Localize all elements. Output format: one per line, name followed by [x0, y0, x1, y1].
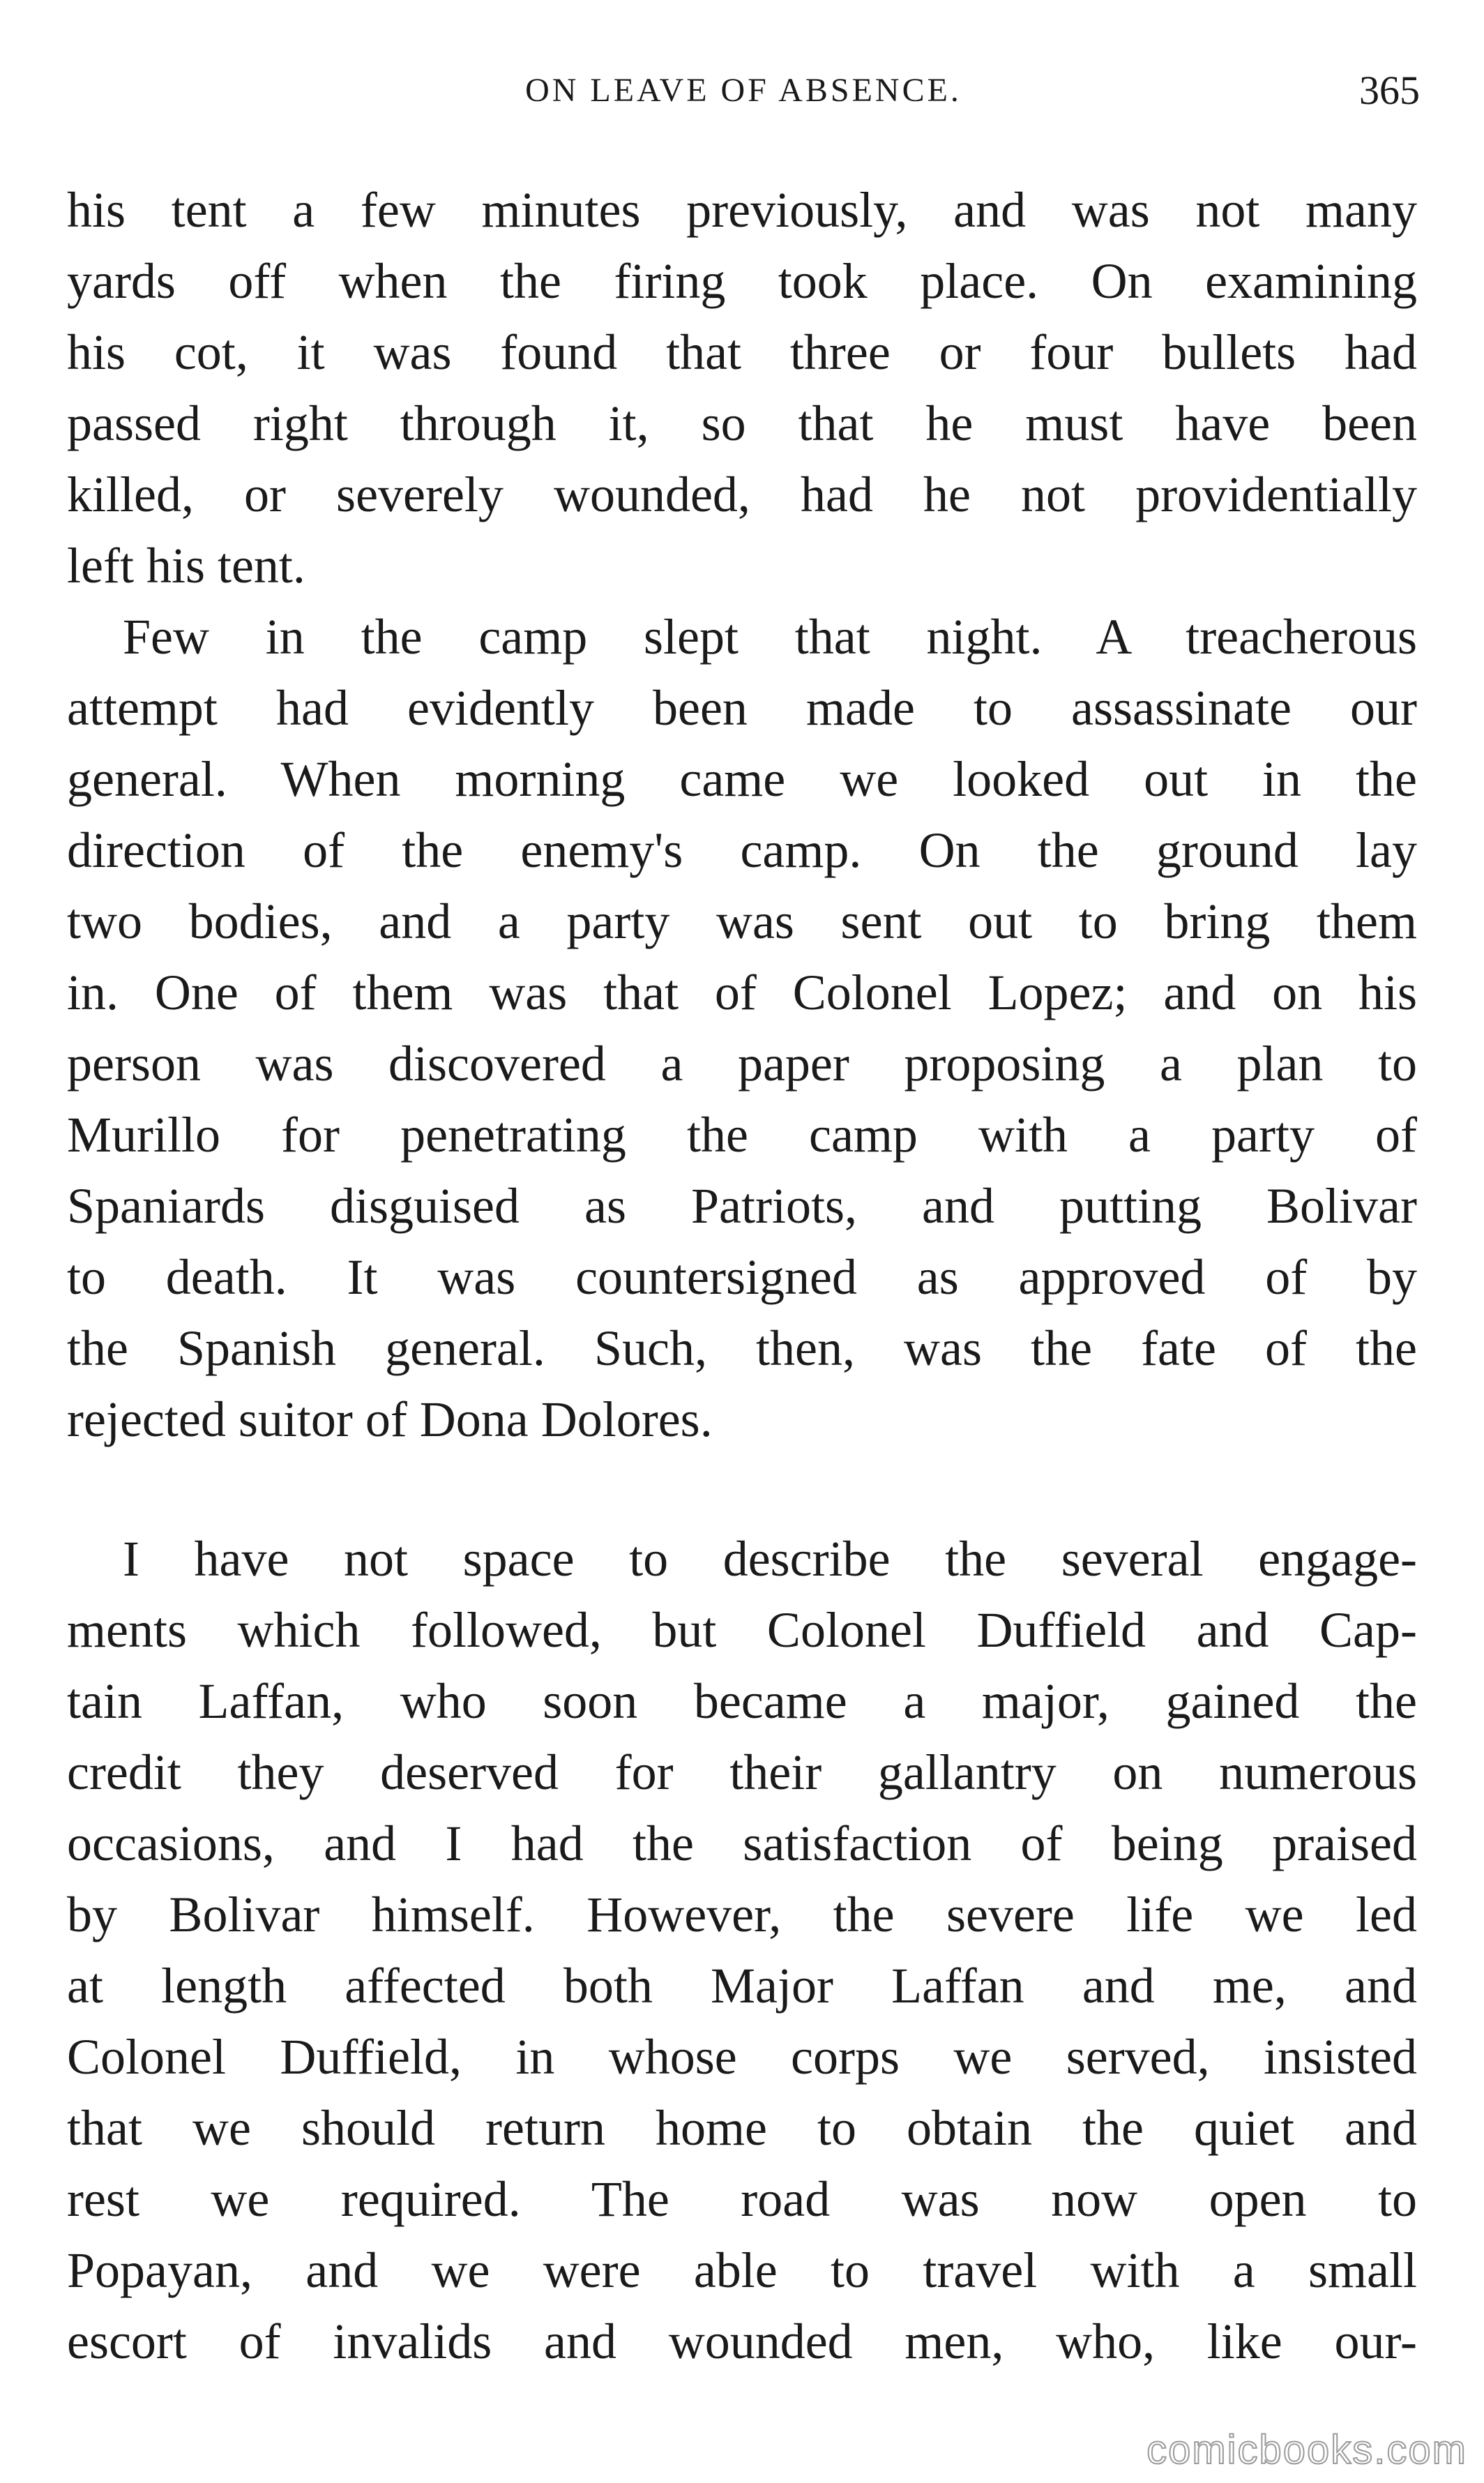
- paragraph-2: [67, 601, 1417, 1455]
- running-head: [67, 67, 1420, 130]
- text-line: two bodies, and a party was sent out to bring them: [67, 893, 1417, 949]
- paragraph-1: [67, 174, 1417, 601]
- text-line: escort of invalids and wounded men, who, like our-: [67, 2314, 1417, 2369]
- text-line: direction of the enemy's camp. On the ground lay: [67, 822, 1417, 878]
- text-line: his tent a few minutes previously, and was not many: [67, 182, 1417, 238]
- text-line: at length affected both Major Laffan and me, and: [67, 1958, 1417, 2014]
- text-line: ments which followed, but Colonel Duffield and Cap-: [67, 1602, 1417, 1658]
- watermark: comicbooks.com: [1146, 2427, 1467, 2473]
- text-line: I have not space to describe the several engage-: [123, 1531, 1417, 1587]
- text-line: Colonel Duffield, in whose corps we served, insisted: [67, 2029, 1417, 2085]
- text-line: killed, or severely wounded, had he not providentially: [67, 467, 1417, 522]
- text-line: to death. It was countersigned as approved of by: [67, 1249, 1417, 1305]
- text-line: occasions, and I had the satisfaction of being praised: [67, 1816, 1417, 1871]
- text-line: rest we required. The road was now open to: [67, 2171, 1417, 2227]
- text-line: credit they deserved for their gallantry on numerous: [67, 1744, 1417, 1800]
- running-title: ON LEAVE OF ABSENCE.: [525, 72, 962, 109]
- text-line: the Spanish general. Such, then, was the fate of the: [67, 1320, 1417, 1376]
- text-line: Popayan, and we were able to travel with a small: [67, 2242, 1417, 2298]
- text-line: tain Laffan, who soon became a major, gained the: [67, 1673, 1417, 1729]
- text-line: attempt had evidently been made to assassinate our: [67, 680, 1417, 736]
- text-line: Spaniards disguised as Patriots, and putting Bolivar: [67, 1178, 1417, 1234]
- text-line: Murillo for penetrating the camp with a party of: [67, 1107, 1417, 1163]
- text-line: by Bolivar himself. However, the severe life we led: [67, 1887, 1417, 1942]
- text-line: person was discovered a paper proposing a plan to: [67, 1036, 1417, 1092]
- text-line: his cot, it was found that three or four bullets had: [67, 324, 1417, 380]
- text-line: passed right through it, so that he must have been: [67, 395, 1417, 451]
- text-line: Few in the camp slept that night. A treacherous: [123, 609, 1417, 665]
- paragraph-3: [67, 1523, 1417, 2377]
- body-text: [67, 174, 1417, 2377]
- text-line: that we should return home to obtain the quiet and: [67, 2100, 1417, 2156]
- section-break: [67, 1455, 1417, 1523]
- page-number: 365: [1359, 68, 1420, 113]
- text-line: in. One of them was that of Colonel Lopez; and on his: [67, 965, 1417, 1020]
- text-line: left his tent.: [67, 538, 305, 594]
- text-line: general. When morning came we looked out in the: [67, 751, 1417, 807]
- text-line: rejected suitor of Dona Dolores.: [67, 1391, 713, 1447]
- text-line: yards off when the firing took place. On examining: [67, 253, 1417, 309]
